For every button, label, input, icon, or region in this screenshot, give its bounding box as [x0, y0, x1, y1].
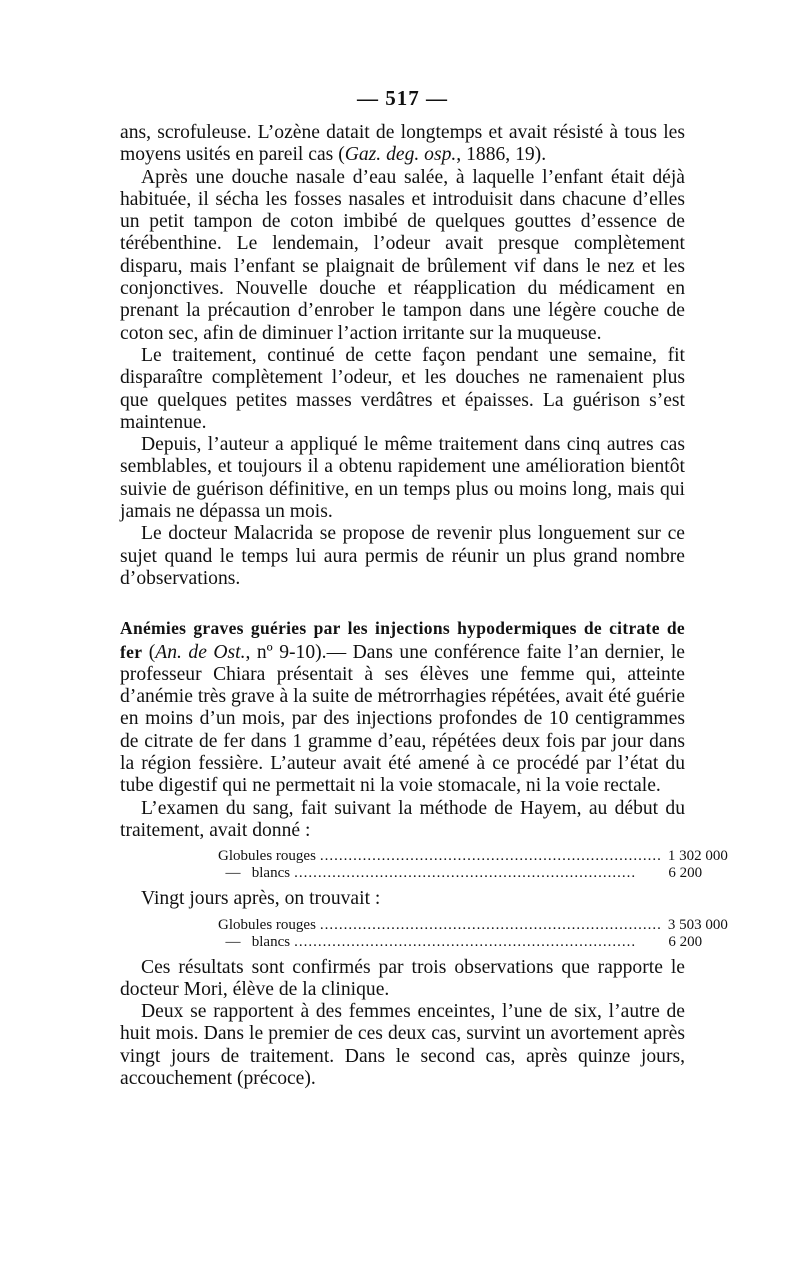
page-number: — 517 — — [357, 86, 448, 110]
paragraph-3: Le traitement, continué de cette façon pendant une semaine, fit disparaître complètement l’odeur, et les douches ne ramenaient plus que quelques petites masses verdâtres et épaisses. La guérison s’est maintenue. — [120, 344, 685, 433]
row-value: 6 200 — [668, 933, 703, 950]
table-row — [218, 865, 703, 882]
paragraph-pregnant: Deux se rapportent à des femmes enceintes, l’une de six, l’autre de huit mois. Dans le premier de ces deux cas, survint un avortement après vingt jours de traitement. Dans le second cas, après quinze jours, accouchement (précoce). — [120, 1001, 685, 1089]
table-row — [218, 933, 703, 951]
blood-count-table-2 — [120, 916, 728, 951]
table-row — [218, 848, 728, 865]
ditto-dash: — — [225, 933, 241, 950]
paragraph-results: Ces résultats sont confirmés par trois observations que rapporte le docteur Mori, élève de la clinique. — [120, 956, 685, 1000]
paragraph-2: Après une douche nasale d’eau salée, à laquelle l’enfant était déjà habituée, il sécha les fosses nasales et introduisit dans chacune d’elles un petit tampon de coton imbibé de quelques gouttes d’essence de térébenthine. Le lendemain, l’odeur avait presque complètement disparu, mais l’enfant se plaignait de brûlement vif dans le nez et les conjonctives. Nouvelle douche et réapplication du médicament en prenant la précaution d’enrober le tampon dans une légère couche de coton sec, afin de diminuer l’action irritante sur la muqueuse. — [120, 166, 685, 344]
row-label-text: blancs — [251, 865, 291, 882]
row-value: 3 503 000 — [667, 916, 728, 933]
row-label — [218, 934, 290, 951]
section-gap — [120, 590, 685, 617]
row-label: Globules rouges — [218, 848, 316, 865]
paragraph-1-end: , 1886, 19). — [456, 144, 547, 166]
leader-dots: ........................................................................ — [319, 916, 662, 933]
paragraph-exam: L’examen du sang, fait suivant la méthode de Hayem, au début du traitement, avait donné : — [120, 797, 685, 841]
table-row — [218, 916, 728, 934]
section-ref-open: ( — [142, 641, 156, 663]
paragraph-1-text: ans, scrofuleuse. L’ozène datait de longtemps et avait résisté à tous les moyens usités en pareil cas ( — [120, 122, 685, 166]
leader-dots: ........................................................................ — [294, 933, 637, 950]
page — [120, 86, 728, 1090]
leader-dots: ........................................................................ — [319, 848, 662, 865]
blood-count-table-1 — [120, 848, 728, 882]
paragraph-twenty-days: Vingt jours après, on trouvait : — [141, 888, 381, 910]
journal-reference: Gaz. deg. osp. — [344, 144, 457, 166]
paragraph-4: Depuis, l’auteur a appliqué le même traitement dans cinq autres cas semblables, et toujours il a obtenu rapidement une amélioration bientôt suivie de guérison définitive, en un temps plus ou moins long, mais qui jamais ne dépassa un mois. — [120, 434, 685, 523]
section-ref-close: , nº 9-10).— — [245, 641, 353, 663]
row-label: Globules rouges — [218, 916, 316, 933]
section-anemies — [120, 617, 685, 797]
row-value: 6 200 — [668, 865, 703, 882]
leader-dots: ........................................................................ — [294, 865, 637, 882]
row-value: 1 302 000 — [667, 848, 728, 865]
section-journal-reference: An. de Ost. — [155, 641, 246, 663]
ditto-dash: — — [225, 865, 241, 882]
section-title: Anémies graves guéries par les injections hypodermiques de citrate de fer — [120, 618, 685, 662]
row-label — [218, 865, 290, 882]
row-label-text: blancs — [251, 933, 291, 950]
paragraph-1 — [120, 122, 685, 167]
paragraph-5: Le docteur Malacrida se propose de revenir plus longuement sur ce sujet quand le temps lui aura permis de réunir un plus grand nombre d’observations. — [120, 523, 685, 589]
section-body: Dans une conférence faite l’an dernier, le professeur Chiara présentait à ses élèves une femme qui, atteinte d’anémie très grave à la suite de métrorrhagies répétées, avait été guérie en moins d’un mois, par des injections profondes de 10 centigrammes de citrate de fer dans 1 gramme d’eau, répétées deux fois par jour dans la région fessière. L’auteur avait été amené à ce procédé par l’état du tube digestif qui ne permettait ni la voie stomacale, ni la voie rectale. — [120, 641, 685, 797]
